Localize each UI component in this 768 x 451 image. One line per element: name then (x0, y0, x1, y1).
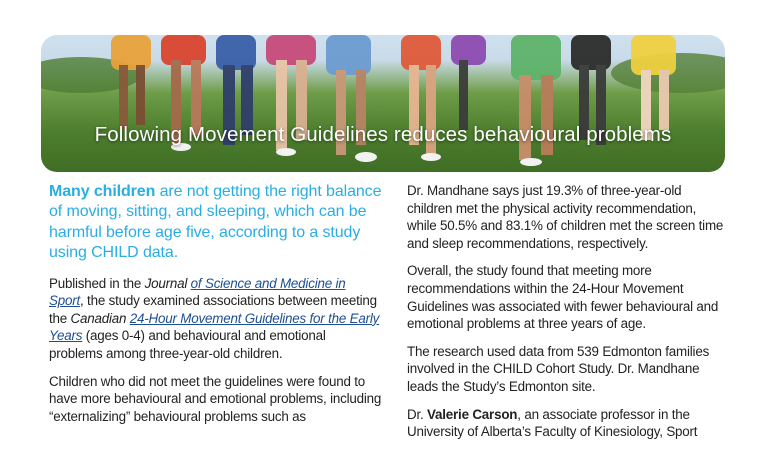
hero-banner (41, 35, 725, 172)
dr-prefix: Dr. (407, 406, 428, 422)
published-text: Published in the (49, 275, 145, 291)
study-text: , the study examined associations between meeting the (49, 293, 377, 326)
banner-title: Following Movement Guidelines reduces behavioural problems (94, 123, 672, 146)
overall-paragraph: Overall, the study found that meeting more recommendations within the 24-Hour Movement Guidelines was associated with fewer behavioural and emotional problems at three years of age. (407, 263, 719, 332)
lead-paragraph (49, 182, 382, 264)
research-paragraph: The research used data from 539 Edmonton families involved in the CHILD Cohort Study. Dr. Mandhane leads the Study’s Edmonton site. (407, 343, 710, 394)
guidelines-link[interactable]: 24-Hour Movement Guidelines for the Early Years (49, 310, 380, 344)
journal-link[interactable]: of Science and Medicine in Sport (49, 275, 346, 309)
mandhane-paragraph: Dr. Mandhane says just 19.3% of three-year-old children met the physical activity recommendation, while 50.5% and 83.1% of children met the screen time and sleep recommendations, respectively. (407, 183, 724, 251)
published-paragraph (49, 275, 382, 363)
ages-text: (ages 0-4) and behavioural and emotional problems among three-year-old children. (49, 328, 326, 361)
canadian-word: Canadian (70, 310, 130, 326)
left-column (49, 182, 382, 435)
carson-paragraph (407, 406, 729, 441)
journal-word: Journal (144, 275, 191, 291)
children-paragraph: Children who did not meet the guidelines were found to have more behavioural and emotional problems, including “externalizing” behavioural problems such as (49, 373, 382, 424)
lead-text: are not getting the right balance of moving, sitting, and sleeping, which can be harmful before age five, according to a study using CHILD data. (49, 183, 382, 262)
carson-text: , an associate professor in the University of Alberta’s Faculty of Kinesiology, Sport (407, 406, 698, 440)
children-running-photo (41, 35, 725, 172)
carson-name: Valerie Carson (427, 406, 518, 422)
lead-highlight: Many children (49, 183, 156, 200)
right-column (407, 182, 729, 451)
